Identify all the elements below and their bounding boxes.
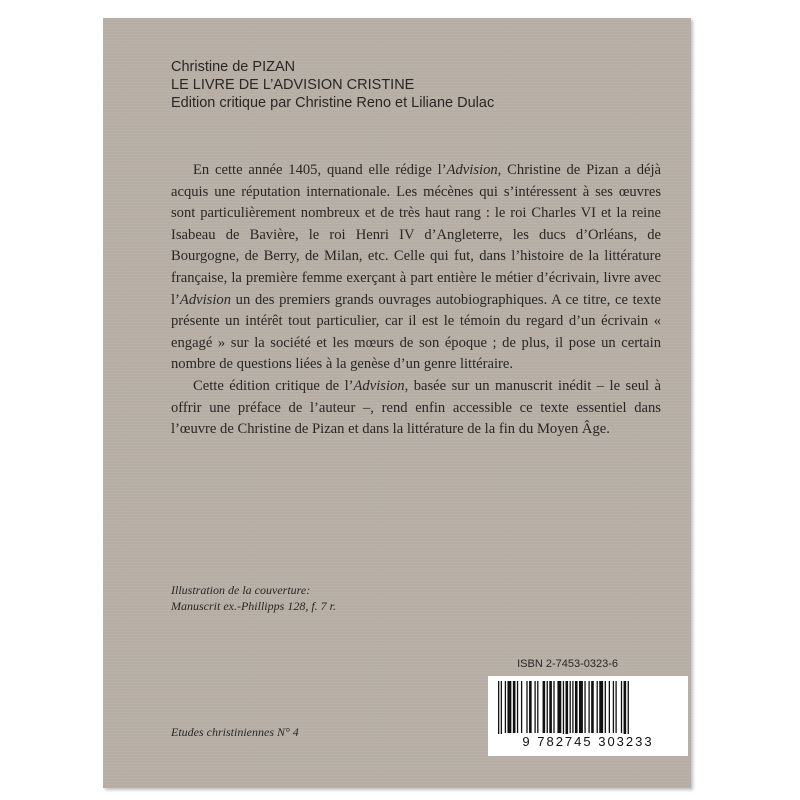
isbn-block — [488, 658, 688, 749]
isbn-label: ISBN 2-7453-0323-6 — [517, 658, 618, 670]
blurb-text-run: En cette année 1405, quand elle rédige l’ — [193, 162, 447, 178]
barcode-bar — [591, 681, 594, 733]
barcode-bar — [547, 681, 548, 733]
blurb-text — [171, 160, 661, 441]
barcode-bar — [597, 681, 598, 733]
barcode-bar — [624, 681, 627, 739]
cover-header — [171, 58, 494, 112]
barcode-bar — [575, 681, 578, 733]
edition-credit: Edition critique par Christine Reno et Liliane Dulac — [171, 95, 495, 111]
barcode-bar — [517, 681, 518, 733]
blurb-italic-title: Advision — [179, 291, 231, 308]
barcode-bar — [563, 681, 564, 739]
barcode-bar — [621, 681, 622, 733]
barcode-bar — [570, 681, 571, 733]
barcode-bar — [526, 681, 527, 733]
barcode-number: 9 782745 303233 — [488, 734, 688, 749]
barcode-bar — [537, 681, 538, 733]
barcode-bar — [513, 681, 516, 733]
barcode — [488, 676, 688, 756]
blurb-text-run: , basée sur un manuscrit inédit – le seul à offrir une préface de l’auteur –, rend enfin accessible ce texte essentiel dans l’œuvre de Christine de Pizan et dans la littérature de la fin du Moyen Âge. — [171, 377, 661, 438]
barcode-bar — [498, 681, 499, 739]
barcode-bar — [613, 681, 614, 733]
barcode-bar — [609, 681, 610, 733]
illustration-credit-line-1: Illustration de la couverture: — [171, 583, 311, 597]
illustration-credit — [171, 582, 336, 614]
barcode-bar — [505, 681, 506, 733]
barcode-bar — [572, 681, 573, 733]
blurb-text-run: Cette édition critique de l’ — [193, 377, 354, 394]
barcode-bar — [553, 681, 554, 733]
barcode-bar — [566, 681, 569, 739]
barcode-bar — [501, 681, 502, 739]
barcode-bar — [628, 681, 629, 739]
barcode-bar — [599, 681, 603, 733]
series-name: Etudes christiniennes N° 4 — [171, 725, 299, 739]
barcode-bar — [534, 681, 535, 733]
barcode-bar — [584, 681, 585, 733]
book-title: LE LIVRE DE L’ADVISION CRISTINE — [171, 77, 415, 93]
blurb-italic-title: Advision — [446, 162, 498, 178]
book-back-cover — [103, 18, 691, 788]
barcode-bar — [549, 681, 552, 733]
author-name: Christine de PIZAN — [171, 59, 296, 75]
barcode-bar — [507, 681, 511, 733]
barcode-bar — [521, 681, 522, 733]
barcode-bar — [605, 681, 606, 733]
barcode-bar — [557, 681, 561, 733]
barcode-bar — [588, 681, 589, 733]
barcode-bars — [496, 681, 680, 741]
barcode-bar — [543, 681, 546, 733]
illustration-credit-line-2: Manuscrit ex.-Phillipps 128, f. 7 r. — [171, 599, 336, 613]
barcode-bar — [579, 681, 583, 733]
blurb-text-run: un des premiers grands ouvrages autobiographiques. A ce titre, ce texte présente un intérêt tout particulier, car il est le témoin du regard d’un écrivain « engagé » sur la société et les mœurs de son époque ; de plus, il pose un certain nombre de questions liées à la genèse d’un genre littéraire. — [171, 291, 661, 373]
blurb-italic-title: Advision — [353, 377, 405, 394]
barcode-bar — [529, 681, 532, 733]
barcode-bar — [615, 681, 616, 733]
blurb-paragraph-2 — [171, 376, 661, 441]
blurb-paragraph-1 — [171, 160, 661, 376]
blurb-text-run: , Christine de Pizan a déjà acquis une réputation internationale. Les mécènes qui s’intéressent à ses œuvres sont particulièrement nombreux et de très haut rang : le roi Charles VI et la reine Isabeau de Bavière, le roi Henri IV d’Angleterre, les ducs d’Orléans, de Bourgogne, de Berry, de Milan, etc. Celle qui fut, dans l’histoire de la littérature française, la première femme exerçant à part entière le métier d’écrivain, livre avec l’ — [171, 162, 661, 308]
